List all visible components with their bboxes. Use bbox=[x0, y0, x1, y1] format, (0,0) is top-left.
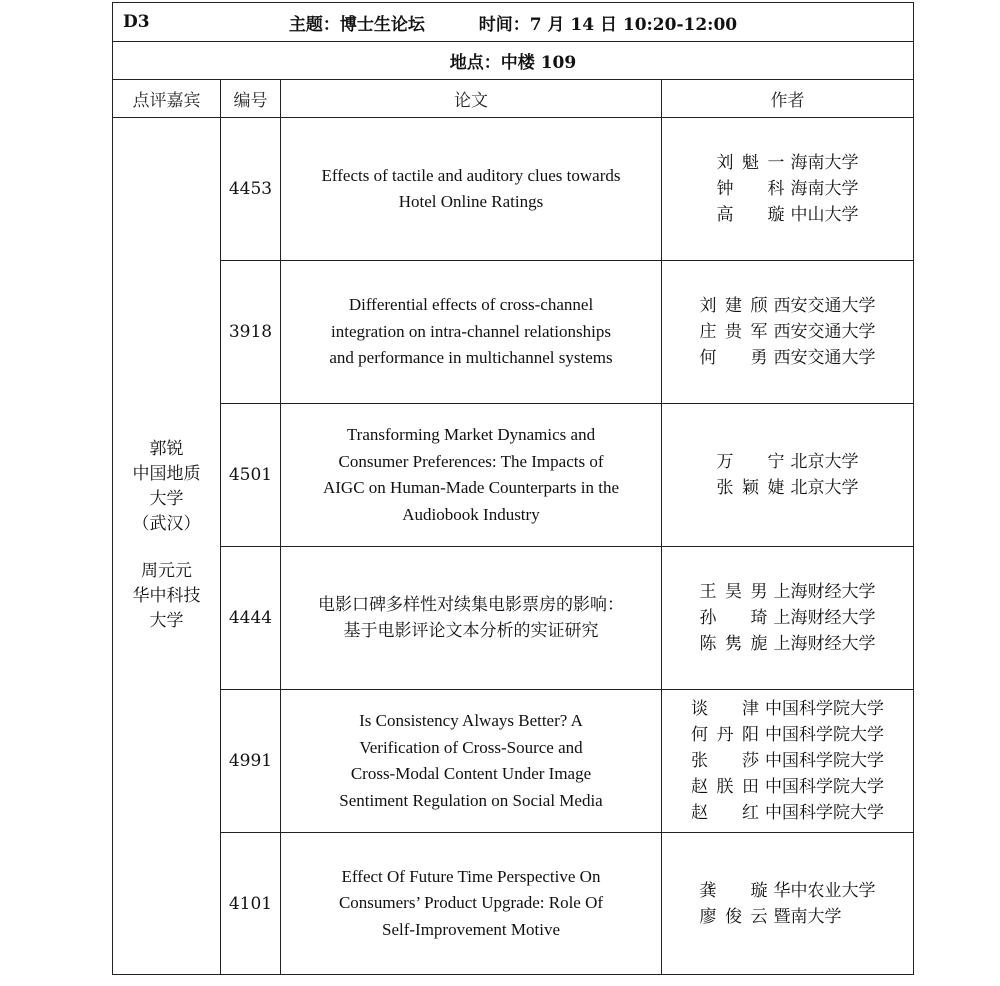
reviewer-affiliation-line: 华中科技 bbox=[132, 585, 201, 606]
author-entry bbox=[691, 696, 884, 722]
column-header-row bbox=[113, 80, 914, 118]
author-entry bbox=[700, 293, 876, 319]
author-name: 张 莎 bbox=[691, 751, 759, 771]
reviewer-affiliation-line: 大学 bbox=[149, 488, 184, 509]
author-affiliation: 西安交通大学 bbox=[773, 296, 876, 316]
paper-title-line: Consumer Preferences: The Impacts of bbox=[338, 451, 604, 471]
reviewer-affiliation-line: 中国地质 bbox=[132, 463, 201, 484]
paper-title-line: Transforming Market Dynamics and bbox=[346, 425, 596, 444]
paper-title bbox=[281, 404, 662, 547]
session-schedule-table bbox=[112, 2, 914, 975]
paper-title-line: and performance in multichannel systems bbox=[329, 348, 613, 368]
author-name: 高 璇 bbox=[716, 205, 785, 225]
author-affiliation: 上海财经大学 bbox=[773, 582, 876, 602]
author-entry bbox=[700, 319, 876, 345]
paper-authors bbox=[662, 261, 914, 404]
author-entry bbox=[691, 800, 884, 826]
author-affiliation: 北京大学 bbox=[790, 452, 859, 472]
paper-title-line: 电影口碑多样性对续集电影票房的影响： bbox=[318, 594, 624, 615]
paper-title bbox=[281, 118, 662, 261]
paper-number: 4101 bbox=[221, 833, 281, 975]
column-header-authors: 作者 bbox=[662, 80, 914, 118]
column-header-number: 编号 bbox=[221, 80, 281, 118]
reviewer-name: 周元元 bbox=[141, 560, 192, 581]
location-row bbox=[113, 42, 914, 80]
column-header-reviewer: 点评嘉宾 bbox=[113, 80, 221, 118]
paper-title-line: Effects of tactile and auditory clues towards bbox=[321, 165, 621, 185]
author-entry bbox=[717, 475, 859, 501]
author-entry bbox=[691, 722, 884, 748]
author-name: 庄贵军 bbox=[699, 322, 768, 342]
author-entry bbox=[717, 150, 859, 176]
session-time: 时间：7 月 14 日 10:20-12:00 bbox=[478, 14, 738, 35]
author-affiliation: 中国科学院大学 bbox=[765, 751, 884, 771]
paper-number: 3918 bbox=[221, 261, 281, 404]
author-name: 赵 红 bbox=[691, 803, 759, 823]
author-affiliation: 中山大学 bbox=[790, 205, 859, 225]
paper-title-line: 基于电影评论文本分析的实证研究 bbox=[343, 621, 599, 641]
paper-title-line: Differential effects of cross-channel bbox=[348, 295, 594, 315]
author-name: 赵朕田 bbox=[691, 777, 759, 797]
author-name: 陈隽旎 bbox=[699, 634, 768, 654]
reviewer bbox=[113, 437, 220, 537]
paper-number: 4453 bbox=[221, 118, 281, 261]
paper-authors bbox=[662, 833, 914, 975]
paper-title-line: Effect Of Future Time Perspective On bbox=[341, 866, 601, 886]
author-entry bbox=[691, 774, 884, 800]
paper-title-line: Hotel Online Ratings bbox=[398, 192, 544, 211]
author-entry bbox=[700, 878, 876, 904]
author-entry bbox=[691, 748, 884, 774]
author-name: 张颖婕 bbox=[716, 478, 785, 498]
paper-authors bbox=[662, 118, 914, 261]
author-entry bbox=[717, 176, 859, 202]
paper-number: 4991 bbox=[221, 690, 281, 833]
author-entry bbox=[700, 631, 876, 657]
author-entry bbox=[700, 579, 876, 605]
session-location: 地点：中楼 109 bbox=[113, 42, 914, 80]
author-affiliation: 上海财经大学 bbox=[773, 608, 876, 628]
paper-title bbox=[281, 261, 662, 404]
paper-row bbox=[113, 404, 914, 547]
paper-authors bbox=[662, 404, 914, 547]
author-name: 钟 科 bbox=[716, 179, 785, 199]
paper-row bbox=[113, 261, 914, 404]
paper-authors bbox=[662, 547, 914, 690]
column-header-paper: 论文 bbox=[281, 80, 662, 118]
author-affiliation: 中国科学院大学 bbox=[765, 803, 884, 823]
paper-title-line: Cross-Modal Content Under Image bbox=[350, 764, 592, 783]
author-affiliation: 西安交通大学 bbox=[773, 322, 876, 342]
paper-title-line: Sentiment Regulation on Social Media bbox=[339, 790, 603, 810]
paper-title bbox=[281, 833, 662, 975]
author-entry bbox=[717, 449, 859, 475]
paper-authors bbox=[662, 690, 914, 833]
session-header-row bbox=[113, 3, 914, 42]
session-code: D3 bbox=[123, 12, 150, 32]
author-name: 刘建颀 bbox=[699, 296, 768, 316]
author-entry bbox=[717, 202, 859, 228]
author-affiliation: 中国科学院大学 bbox=[765, 725, 884, 745]
author-affiliation: 上海财经大学 bbox=[773, 634, 876, 654]
author-name: 龚 璇 bbox=[699, 880, 768, 901]
paper-title-line: integration on intra-channel relationships bbox=[331, 321, 611, 341]
author-entry bbox=[700, 345, 876, 371]
reviewers-cell bbox=[113, 118, 221, 975]
reviewer-name: 郭锐 bbox=[149, 438, 184, 459]
author-affiliation: 西安交通大学 bbox=[773, 348, 876, 368]
author-affiliation: 海南大学 bbox=[790, 153, 859, 173]
author-affiliation: 暨南大学 bbox=[773, 906, 842, 927]
reviewer bbox=[113, 559, 220, 634]
paper-title bbox=[281, 690, 662, 833]
author-name: 刘魁一 bbox=[716, 153, 785, 173]
author-name: 廖俊云 bbox=[699, 906, 768, 927]
paper-title-line: Consumers’ Product Upgrade: Role Of bbox=[338, 893, 604, 913]
author-name: 何 勇 bbox=[699, 348, 768, 368]
session-topic: 主题：博士生论坛 bbox=[288, 14, 425, 35]
author-name: 谈 津 bbox=[691, 699, 759, 719]
reviewer-affiliation-line: 大学 bbox=[149, 610, 184, 631]
author-entry bbox=[700, 904, 876, 930]
paper-title-line: Self-Improvement Motive bbox=[382, 919, 560, 939]
author-name: 孙 琦 bbox=[699, 608, 768, 628]
paper-title-line: Audiobook Industry bbox=[402, 504, 540, 524]
author-affiliation: 中国科学院大学 bbox=[765, 699, 884, 719]
paper-number: 4444 bbox=[221, 547, 281, 690]
paper-title bbox=[281, 547, 662, 690]
author-name: 王昊男 bbox=[699, 582, 768, 602]
paper-row bbox=[113, 547, 914, 690]
author-entry bbox=[700, 605, 876, 631]
author-affiliation: 中国科学院大学 bbox=[765, 777, 884, 797]
author-affiliation: 北京大学 bbox=[790, 478, 859, 498]
paper-row bbox=[113, 833, 914, 975]
paper-row bbox=[113, 118, 914, 261]
paper-row bbox=[113, 690, 914, 833]
author-name: 何丹阳 bbox=[691, 725, 759, 745]
author-affiliation: 海南大学 bbox=[790, 179, 859, 199]
paper-rows bbox=[113, 118, 914, 975]
paper-title-line: Verification of Cross-Source and bbox=[359, 737, 583, 757]
paper-number: 4501 bbox=[221, 404, 281, 547]
reviewer-affiliation-line: （武汉） bbox=[132, 513, 201, 534]
paper-title-line: Is Consistency Always Better? A bbox=[359, 711, 583, 730]
paper-title-line: AIGC on Human-Made Counterparts in the bbox=[322, 478, 620, 497]
author-affiliation: 华中农业大学 bbox=[773, 880, 876, 901]
author-name: 万 宁 bbox=[716, 452, 785, 472]
